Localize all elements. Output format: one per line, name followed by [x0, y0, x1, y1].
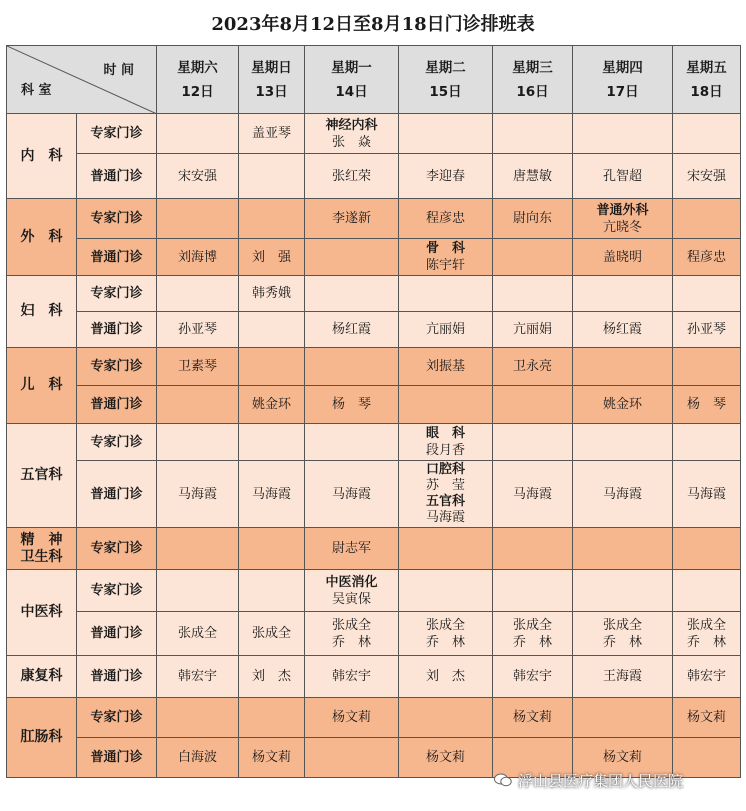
cell — [305, 239, 399, 276]
cell: 马海霞 — [239, 461, 305, 528]
cell: 程彦忠 — [399, 199, 493, 239]
cell: 尉志军 — [305, 528, 399, 570]
cell — [673, 348, 741, 386]
cell: 韩宏宇 — [493, 656, 573, 698]
table-row — [7, 386, 741, 424]
table-row — [7, 528, 741, 570]
clinic-type: 普通门诊 — [77, 461, 157, 528]
wechat-icon — [494, 773, 512, 787]
clinic-type: 专家门诊 — [77, 348, 157, 386]
clinic-type: 普通门诊 — [77, 612, 157, 656]
cell — [399, 698, 493, 738]
table-row — [7, 312, 741, 348]
cell: 宋安强 — [157, 154, 239, 199]
cell: 马海霞 — [305, 461, 399, 528]
cell: 马海霞 — [673, 461, 741, 528]
cell: 亢丽娟 — [399, 312, 493, 348]
schedule-table — [6, 45, 741, 778]
cell: 刘海博 — [157, 239, 239, 276]
dept-neike: 内 科 — [7, 114, 77, 199]
cell — [673, 114, 741, 154]
table-row — [7, 199, 741, 239]
cell — [239, 424, 305, 461]
cell: 杨文莉 — [573, 738, 673, 778]
dept-gangchang: 肛肠科 — [7, 698, 77, 778]
cell — [239, 154, 305, 199]
cell: 唐慧敏 — [493, 154, 573, 199]
table-row — [7, 656, 741, 698]
cell: 刘 杰 — [399, 656, 493, 698]
cell: 程彦忠 — [673, 239, 741, 276]
clinic-type: 专家门诊 — [77, 276, 157, 312]
cell: 刘 杰 — [239, 656, 305, 698]
dept-jingshen: 精 神 卫生科 — [7, 528, 77, 570]
time-label: 时 间 — [103, 63, 134, 78]
day-header: 星期二 15日 — [399, 46, 493, 114]
cell-special: 神经内科 张 焱 — [305, 114, 399, 154]
dept-fuke: 妇 科 — [7, 276, 77, 348]
dept-kangfu: 康复科 — [7, 656, 77, 698]
cell: 张红荣 — [305, 154, 399, 199]
cell — [493, 424, 573, 461]
cell-special: 骨 科 陈宇轩 — [399, 239, 493, 276]
cell — [157, 424, 239, 461]
cell — [239, 698, 305, 738]
cell: 孙亚琴 — [673, 312, 741, 348]
dept-erke: 儿 科 — [7, 348, 77, 424]
header-corner — [7, 46, 157, 114]
cell: 杨文莉 — [239, 738, 305, 778]
cell: 盖亚琴 — [239, 114, 305, 154]
clinic-type: 普通门诊 — [77, 154, 157, 199]
cell: 姚金环 — [239, 386, 305, 424]
cell-special: 眼 科 段月香 — [399, 424, 493, 461]
cell — [573, 114, 673, 154]
table-row — [7, 424, 741, 461]
cell: 张成全 乔 林 — [493, 612, 573, 656]
cell: 刘振基 — [399, 348, 493, 386]
cell: 宋安强 — [673, 154, 741, 199]
cell — [157, 528, 239, 570]
cell — [239, 312, 305, 348]
clinic-type: 专家门诊 — [77, 698, 157, 738]
cell — [493, 528, 573, 570]
cell — [239, 348, 305, 386]
cell — [399, 386, 493, 424]
cell — [493, 570, 573, 612]
cell: 张成全 — [157, 612, 239, 656]
cell: 姚金环 — [573, 386, 673, 424]
day-header: 星期三 16日 — [493, 46, 573, 114]
cell — [305, 424, 399, 461]
cell: 张成全 乔 林 — [399, 612, 493, 656]
cell — [157, 114, 239, 154]
cell — [673, 276, 741, 312]
cell: 杨文莉 — [305, 698, 399, 738]
cell: 马海霞 — [573, 461, 673, 528]
cell: 张成全 乔 林 — [305, 612, 399, 656]
cell: 马海霞 — [493, 461, 573, 528]
cell — [305, 738, 399, 778]
cell — [573, 698, 673, 738]
cell: 韩宏宇 — [305, 656, 399, 698]
table-row — [7, 570, 741, 612]
table-row — [7, 461, 741, 528]
cell — [673, 570, 741, 612]
cell: 刘 强 — [239, 239, 305, 276]
clinic-type: 专家门诊 — [77, 199, 157, 239]
day-header: 星期六 12日 — [157, 46, 239, 114]
cell — [573, 276, 673, 312]
clinic-type: 专家门诊 — [77, 424, 157, 461]
table-row — [7, 348, 741, 386]
dept-wuguan: 五官科 — [7, 424, 77, 528]
cell — [239, 199, 305, 239]
cell: 亢丽娟 — [493, 312, 573, 348]
cell — [493, 276, 573, 312]
cell: 杨文莉 — [399, 738, 493, 778]
dept-waike: 外 科 — [7, 199, 77, 276]
cell-special: 普通外科 亢晓冬 — [573, 199, 673, 239]
clinic-type: 普通门诊 — [77, 239, 157, 276]
cell: 孙亚琴 — [157, 312, 239, 348]
cell: 杨 琴 — [305, 386, 399, 424]
cell — [399, 276, 493, 312]
cell — [399, 114, 493, 154]
cell — [493, 114, 573, 154]
cell: 杨文莉 — [673, 698, 741, 738]
cell — [399, 528, 493, 570]
clinic-type: 专家门诊 — [77, 114, 157, 154]
cell — [157, 698, 239, 738]
table-row — [7, 154, 741, 199]
watermark-text: 浮山县医疗集团人民医院 — [518, 772, 684, 790]
table-row — [7, 276, 741, 312]
dept-zhongyi: 中医科 — [7, 570, 77, 656]
day-header: 星期五 18日 — [673, 46, 741, 114]
cell: 尉向东 — [493, 199, 573, 239]
cell: 杨红霞 — [305, 312, 399, 348]
cell — [157, 386, 239, 424]
cell: 卫素琴 — [157, 348, 239, 386]
cell — [239, 528, 305, 570]
clinic-type: 专家门诊 — [77, 570, 157, 612]
cell: 杨 琴 — [673, 386, 741, 424]
cell: 韩宏宇 — [157, 656, 239, 698]
cell: 张成全 — [239, 612, 305, 656]
cell — [573, 570, 673, 612]
cell — [399, 570, 493, 612]
cell: 孔智超 — [573, 154, 673, 199]
cell — [239, 570, 305, 612]
cell: 韩宏宇 — [673, 656, 741, 698]
clinic-type: 普通门诊 — [77, 738, 157, 778]
clinic-type: 普通门诊 — [77, 386, 157, 424]
cell: 卫永亮 — [493, 348, 573, 386]
table-row — [7, 612, 741, 656]
cell: 白海波 — [157, 738, 239, 778]
cell-special: 中医消化 吴寅保 — [305, 570, 399, 612]
cell: 张成全 乔 林 — [673, 612, 741, 656]
cell: 韩秀娥 — [239, 276, 305, 312]
cell: 张成全 乔 林 — [573, 612, 673, 656]
cell: 杨红霞 — [573, 312, 673, 348]
cell — [493, 386, 573, 424]
cell: 李迎春 — [399, 154, 493, 199]
day-header: 星期四 17日 — [573, 46, 673, 114]
diagonal-line — [7, 46, 157, 114]
cell — [573, 348, 673, 386]
table-row — [7, 698, 741, 738]
cell-special: 口腔科 苏 莹 五官科 马海霞 — [399, 461, 493, 528]
day-header: 星期日 13日 — [239, 46, 305, 114]
watermark — [494, 770, 683, 791]
cell — [573, 424, 673, 461]
clinic-type: 普通门诊 — [77, 312, 157, 348]
cell — [157, 570, 239, 612]
clinic-type: 专家门诊 — [77, 528, 157, 570]
cell — [305, 276, 399, 312]
cell: 马海霞 — [157, 461, 239, 528]
cell — [157, 276, 239, 312]
cell — [305, 348, 399, 386]
table-row — [7, 114, 741, 154]
cell — [673, 528, 741, 570]
page-title: 2023年8月12日至8月18日门诊排班表 — [211, 14, 535, 35]
cell — [673, 424, 741, 461]
cell — [493, 239, 573, 276]
cell: 王海霞 — [573, 656, 673, 698]
table-row — [7, 239, 741, 276]
dept-label: 科 室 — [21, 83, 52, 98]
day-header: 星期一 14日 — [305, 46, 399, 114]
cell: 李遂新 — [305, 199, 399, 239]
cell — [573, 528, 673, 570]
cell — [673, 199, 741, 239]
cell — [157, 199, 239, 239]
cell: 杨文莉 — [493, 698, 573, 738]
clinic-type: 普通门诊 — [77, 656, 157, 698]
cell: 盖晓明 — [573, 239, 673, 276]
